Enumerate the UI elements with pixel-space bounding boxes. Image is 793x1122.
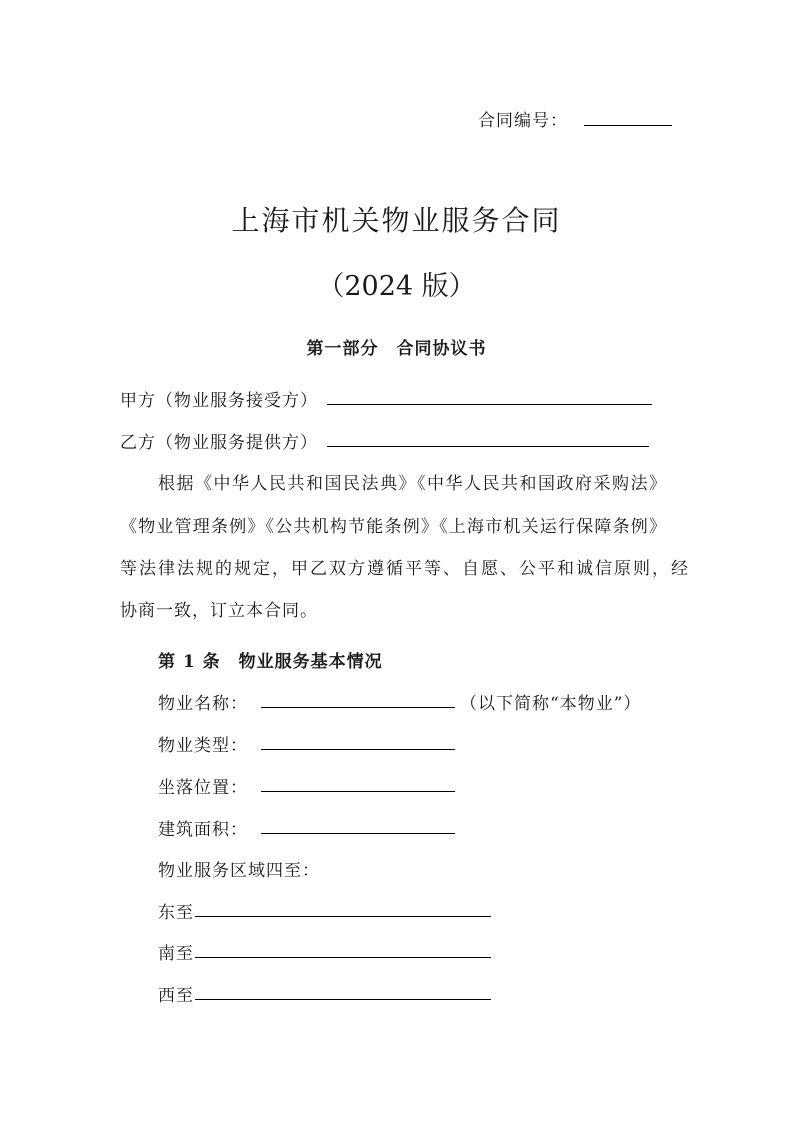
west-boundary-label: 西至 [158,986,194,1006]
property-name-field[interactable] [261,707,455,708]
article-1-heading: 第 1 条 物业服务基本情况 [158,652,383,672]
boundaries-label: 物业服务区域四至： [158,861,320,881]
preamble-line-4: 协商一致，订立本合同。 [120,601,318,621]
contract-number-label: 合同编号： [478,111,568,131]
property-type-field[interactable] [261,749,455,750]
location-field[interactable] [261,791,455,792]
west-boundary-field[interactable] [195,999,491,1000]
party-b-label: 乙方（物业服务提供方） [120,433,318,453]
property-type-label: 物业类型： [158,736,248,756]
preamble-line-1: 根据《中华人民共和国民法典》《中华人民共和国政府采购法》 [158,474,668,494]
property-name-suffix: （以下简称“本物业”） [460,694,642,714]
preamble-line-2: 《物业管理条例》《公共机构节能条例》《上海市机关运行保障条例》 [120,517,668,537]
building-area-field[interactable] [261,833,455,834]
property-name-label: 物业名称： [158,694,248,714]
preamble-line-3: 等法律法规的规定，甲乙双方遵循平等、自愿、公平和诚信原则，经 [120,559,690,579]
part-heading: 第一部分 合同协议书 [306,339,487,359]
east-boundary-field[interactable] [195,916,491,917]
south-boundary-label: 南至 [158,944,194,964]
building-area-label: 建筑面积： [158,820,248,840]
contract-number-field[interactable] [584,125,672,126]
location-label: 坐落位置： [158,778,248,798]
document-title: 上海市机关物业服务合同 [231,204,562,237]
party-a-label: 甲方（物业服务接受方） [120,391,318,411]
document-edition: （2024 版） [317,271,476,302]
south-boundary-field[interactable] [195,957,491,958]
east-boundary-label: 东至 [158,903,194,923]
party-b-field[interactable] [327,446,649,447]
party-a-field[interactable] [327,404,652,405]
